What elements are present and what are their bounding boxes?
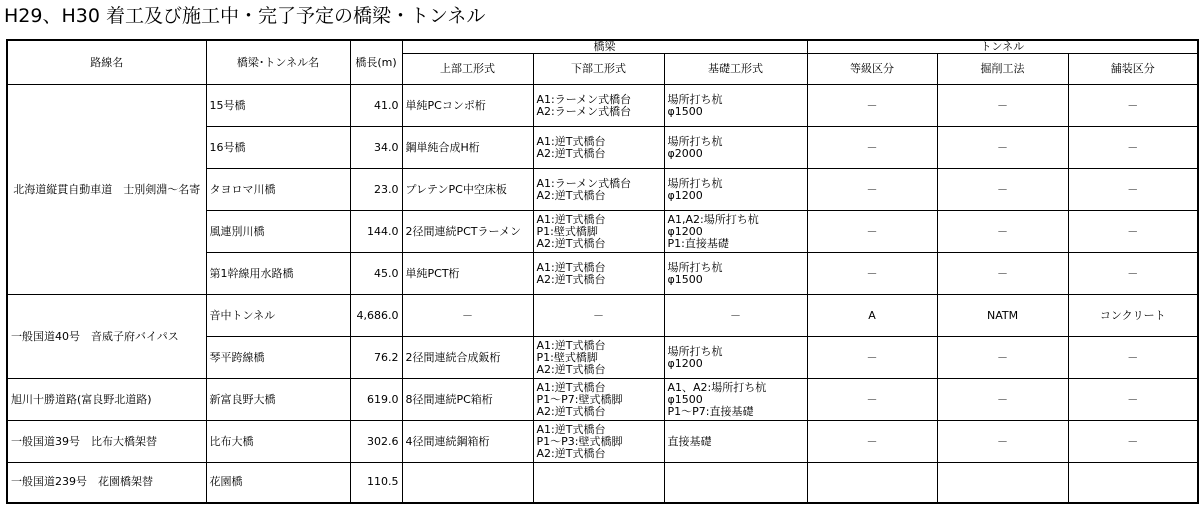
lower-structure-line: A2:逆T式橋台: [536, 188, 606, 202]
foundation-line: A1、A2:場所打ち杭: [667, 380, 767, 394]
lower-structure-line: A2:逆T式橋台: [536, 236, 606, 250]
header-paving: 舗装区分: [1068, 54, 1198, 85]
header-tunnel-group: トンネル: [807, 40, 1198, 54]
length-cell: 302.6: [350, 421, 402, 463]
length-cell: 110.5: [350, 463, 402, 503]
header-lower: 下部工形式: [533, 54, 664, 85]
lower-structure-cell: [533, 379, 664, 421]
lower-structure-line: A1:逆T式橋台: [536, 338, 606, 352]
structure-name-cell: 第1幹線用水路橋: [206, 253, 350, 295]
paving-cell: －: [1068, 169, 1198, 211]
length-cell: 144.0: [350, 211, 402, 253]
foundation-line: φ1500: [667, 272, 703, 286]
foundation-cell: [664, 169, 807, 211]
foundation-cell: [664, 295, 807, 337]
lower-structure-cell: [533, 169, 664, 211]
excavation-cell: －: [937, 211, 1068, 253]
lower-structure-line: P1～P3:壁式橋脚: [536, 434, 623, 448]
structure-name-cell: 比布大橋: [206, 421, 350, 463]
header-excavation: 掘削工法: [937, 54, 1068, 85]
foundation-line: φ1200: [667, 356, 703, 370]
table-row: [7, 295, 1198, 337]
excavation-cell: [937, 463, 1068, 503]
header-foundation: 基礎工形式: [664, 54, 807, 85]
lower-structure-line: A1:逆T式橋台: [536, 380, 606, 394]
upper-structure-cell: 単純PCコンポ桁: [402, 85, 533, 127]
header-route: 路線名: [7, 40, 206, 85]
excavation-cell: NATM: [937, 295, 1068, 337]
foundation-cell: [664, 127, 807, 169]
length-cell: 4,686.0: [350, 295, 402, 337]
lower-structure-line: A1:逆T式橋台: [536, 422, 606, 436]
paving-cell: －: [1068, 211, 1198, 253]
upper-structure-cell: プレテンPC中空床板: [402, 169, 533, 211]
grade-cell: －: [807, 85, 937, 127]
foundation-line: 場所打ち杭: [667, 134, 723, 148]
table-row: [7, 379, 1198, 421]
upper-structure-cell: 8径間連続PC箱桁: [402, 379, 533, 421]
header-upper: 上部工形式: [402, 54, 533, 85]
table-row: [7, 463, 1198, 503]
upper-structure-cell: 2径間連続PCTラーメン: [402, 211, 533, 253]
grade-cell: －: [807, 421, 937, 463]
foundation-cell: [664, 337, 807, 379]
page-title: H29、H30 着工及び施工中・完了予定の橋梁・トンネル: [4, 5, 486, 27]
upper-structure-cell: 単純PCT桁: [402, 253, 533, 295]
paving-cell: [1068, 463, 1198, 503]
lower-structure-line: P1:壁式橋脚: [536, 224, 598, 238]
lower-structure-line: A1:ラーメン式橋台: [536, 92, 632, 106]
table-body: [7, 85, 1198, 503]
excavation-cell: －: [937, 127, 1068, 169]
header-bridge-group: 橋梁: [402, 40, 807, 54]
lower-structure-line: A2:逆T式橋台: [536, 404, 606, 418]
structure-name-cell: 風連別川橋: [206, 211, 350, 253]
foundation-line: －: [730, 308, 742, 322]
lower-structure-cell: [533, 85, 664, 127]
grade-cell: [807, 463, 937, 503]
structure-name-cell: 15号橋: [206, 85, 350, 127]
paving-cell: －: [1068, 379, 1198, 421]
foundation-cell: [664, 421, 807, 463]
foundation-cell: [664, 379, 807, 421]
lower-structure-cell: [533, 337, 664, 379]
lower-structure-line: A2:逆T式橋台: [536, 362, 606, 376]
foundation-line: φ1200: [667, 188, 703, 202]
lower-structure-cell: [533, 211, 664, 253]
length-cell: 23.0: [350, 169, 402, 211]
structure-name-cell: 音中トンネル: [206, 295, 350, 337]
structure-name-cell: 花園橋: [206, 463, 350, 503]
header-grade: 等級区分: [807, 54, 937, 85]
grade-cell: －: [807, 169, 937, 211]
route-name-cell: 旭川十勝道路(富良野北道路): [7, 379, 206, 421]
structure-name-cell: タヨロマ川橋: [206, 169, 350, 211]
foundation-line: φ1500: [667, 392, 703, 406]
lower-structure-line: A1:逆T式橋台: [536, 260, 606, 274]
lower-structure-line: A1:ラーメン式橋台: [536, 176, 632, 190]
length-cell: 76.2: [350, 337, 402, 379]
lower-structure-line: A2:逆T式橋台: [536, 272, 606, 286]
upper-structure-cell: 2径間連続合成鈑桁: [402, 337, 533, 379]
excavation-cell: －: [937, 337, 1068, 379]
excavation-cell: －: [937, 169, 1068, 211]
paving-cell: －: [1068, 253, 1198, 295]
lower-structure-cell: [533, 421, 664, 463]
foundation-line: 直接基礎: [667, 434, 712, 448]
grade-cell: A: [807, 295, 937, 337]
grade-cell: －: [807, 127, 937, 169]
lower-structure-line: －: [593, 308, 604, 322]
foundation-line: φ2000: [667, 146, 703, 160]
lower-structure-line: P1:壁式橋脚: [536, 350, 598, 364]
lower-structure-line: A1:逆T式橋台: [536, 134, 606, 148]
grade-cell: －: [807, 211, 937, 253]
lower-structure-cell: [533, 463, 664, 503]
foundation-cell: [664, 253, 807, 295]
lower-structure-cell: [533, 127, 664, 169]
paving-cell: －: [1068, 337, 1198, 379]
lower-structure-cell: [533, 253, 664, 295]
foundation-line: φ1500: [667, 104, 703, 118]
foundation-line: 場所打ち杭: [667, 92, 723, 106]
upper-structure-cell: [402, 463, 533, 503]
lower-structure-line: A2:逆T式橋台: [536, 146, 606, 160]
length-cell: 34.0: [350, 127, 402, 169]
upper-structure-cell: －: [402, 295, 533, 337]
lower-structure-line: A1:逆T式橋台: [536, 212, 606, 226]
paving-cell: －: [1068, 127, 1198, 169]
header-name: 橋梁･トンネル名: [206, 40, 350, 85]
route-name-cell: 一般国道239号 花園橋架替: [7, 463, 206, 503]
structure-name-cell: 新富良野大橋: [206, 379, 350, 421]
foundation-line: φ1200: [667, 224, 703, 238]
route-name-cell: 一般国道39号 比布大橋架替: [7, 421, 206, 463]
excavation-cell: －: [937, 253, 1068, 295]
length-cell: 45.0: [350, 253, 402, 295]
grade-cell: －: [807, 379, 937, 421]
structure-name-cell: 16号橋: [206, 127, 350, 169]
excavation-cell: －: [937, 85, 1068, 127]
lower-structure-line: P1～P7:壁式橋脚: [536, 392, 623, 406]
upper-structure-cell: 4径間連続鋼箱桁: [402, 421, 533, 463]
lower-structure-line: A2:逆T式橋台: [536, 446, 606, 460]
paving-cell: コンクリート: [1068, 295, 1198, 337]
length-cell: 41.0: [350, 85, 402, 127]
foundation-line: 場所打ち杭: [667, 344, 723, 358]
foundation-cell: [664, 85, 807, 127]
table-row: [7, 85, 1198, 127]
foundation-line: P1:直接基礎: [667, 236, 729, 250]
foundation-cell: [664, 463, 807, 503]
foundation-cell: [664, 211, 807, 253]
length-cell: 619.0: [350, 379, 402, 421]
lower-structure-cell: [533, 295, 664, 337]
foundation-line: 場所打ち杭: [667, 260, 723, 274]
route-name-cell: 一般国道40号 音威子府バイパス: [7, 295, 206, 379]
bridge-tunnel-table: [6, 39, 1199, 504]
excavation-cell: －: [937, 379, 1068, 421]
paving-cell: －: [1068, 421, 1198, 463]
route-name-cell: 北海道縦貫自動車道 士別剣淵～名寄: [7, 85, 206, 295]
table-row: [7, 421, 1198, 463]
grade-cell: －: [807, 337, 937, 379]
excavation-cell: －: [937, 421, 1068, 463]
grade-cell: －: [807, 253, 937, 295]
foundation-line: P1～P7:直接基礎: [667, 404, 754, 418]
foundation-line: 場所打ち杭: [667, 176, 723, 190]
foundation-line: A1,A2:場所打ち杭: [667, 212, 759, 226]
header-length: 橋長(m): [350, 40, 402, 85]
upper-structure-cell: 鋼単純合成H桁: [402, 127, 533, 169]
structure-name-cell: 琴平跨線橋: [206, 337, 350, 379]
paving-cell: －: [1068, 85, 1198, 127]
lower-structure-line: A2:ラーメン式橋台: [536, 104, 632, 118]
